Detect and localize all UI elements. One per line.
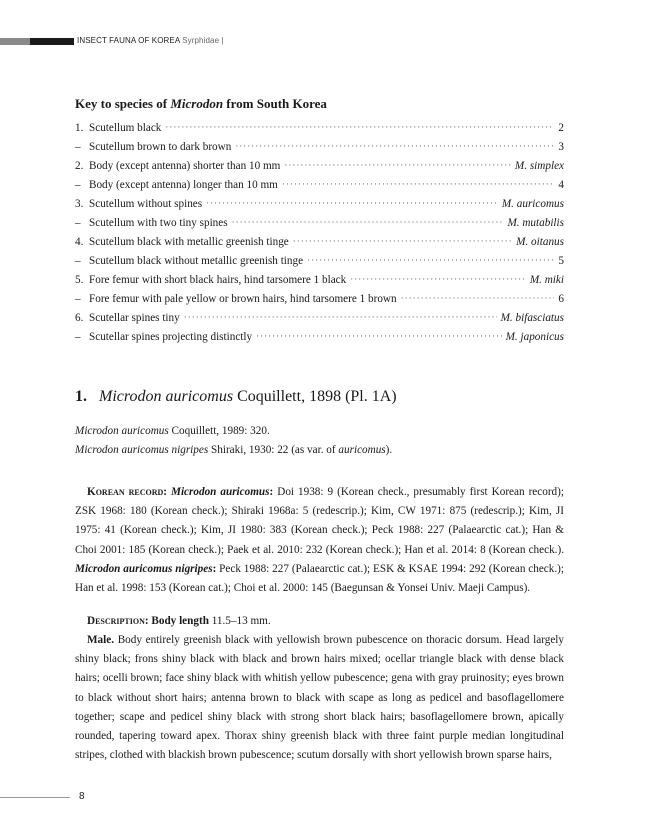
key-row: [75, 217, 564, 236]
key-result: 5: [558, 255, 564, 267]
key-row: [75, 141, 564, 160]
key-couplet-number: –: [75, 293, 81, 305]
dot-leader: [232, 217, 504, 227]
dot-leader: [165, 122, 554, 132]
key-couplet-number: 6.: [75, 312, 84, 324]
header-bar-gray: [0, 38, 30, 45]
key-couplet-number: 2.: [75, 160, 84, 172]
key-couplet-number: 5.: [75, 274, 84, 286]
footer-rule: [0, 797, 70, 798]
dot-leader: [235, 141, 554, 151]
key-result: M. bifasciatus: [500, 312, 564, 324]
synonym-line: Microdon auricomus Coquillett, 1989: 320.: [75, 425, 270, 437]
key-result: M. miki: [529, 274, 564, 286]
key-couplet-text: Scutellum black without metallic greenish tinge: [89, 255, 304, 267]
key-row: [75, 160, 564, 179]
key-couplet-number: –: [75, 217, 81, 229]
key-couplet-text: Scutellum black: [89, 122, 162, 134]
key-result: M. japonicus: [505, 331, 564, 343]
key-couplet-text: Scutellum brown to dark brown: [89, 141, 232, 153]
dot-leader: [256, 331, 501, 341]
key-couplet-number: –: [75, 331, 81, 343]
running-header: [77, 36, 224, 45]
description-heading: Description: Body length 11.5–13 mm.: [87, 615, 271, 627]
key-row: [75, 255, 564, 274]
key-couplet-text: Scutellar spines tiny: [89, 312, 180, 324]
header-series: INSECT FAUNA OF KOREA: [77, 36, 180, 45]
key-couplet-text: Fore femur with short black hairs, hind tarsomere 1 black: [89, 274, 347, 286]
key-result: M. simplex: [514, 160, 564, 172]
key-result: 6: [558, 293, 564, 305]
key-row: [75, 331, 564, 350]
key-title: Key to species of Microdon from South Korea: [75, 96, 327, 111]
key-couplet-number: 4.: [75, 236, 84, 248]
key-row: [75, 312, 564, 331]
key-row: [75, 198, 564, 217]
page-number: 8: [79, 791, 85, 802]
header-family: Syrphidae: [182, 36, 220, 45]
key-couplet-text: Scutellum without spines: [89, 198, 203, 210]
key-couplet-text: Body (except antenna) longer than 10 mm: [89, 179, 278, 191]
header-bar-black: [30, 38, 74, 45]
key-result: M. mutabilis: [507, 217, 564, 229]
korean-record-paragraph: Korean record: Microdon auricomus: Doi 1938: 9 (Korean check., presumably first Korean record); ZSK 1968: 180 (Korean check.); Shiraki 1968a: 5 (redescrip.); Kim, CW 1971: 875 (redescrip.); Kim, JI 1975: 41 (Korean check.); Kim, JI 1980: 383 (Korean check.); Peck 1988: 227 (Palaearctic cat.); Han & Choi 2001: 185 (Korean check.); Paek et al. 2010: 232 (Korean check.); Han et al. 2014: 8 (Korean check.). Microdon auricomus nigripes: Peck 1988: 227 (Palaearctic cat.); ESK & KSAE 1994: 292 (Korean check.); Han et al. 1998: 153 (Korean cat.); Choi et al. 2000: 145 (Baegunsan & Yonsei Univ. Maeji Campus).: [75, 486, 565, 595]
key-result: M. oitanus: [516, 236, 564, 248]
key-result: 3: [558, 141, 564, 153]
header-mark: |: [221, 36, 224, 45]
key-couplet-text: Scutellar spines projecting distinctly: [89, 331, 253, 343]
key-result: M. auricomus: [501, 198, 564, 210]
dot-leader: [282, 179, 555, 189]
species-heading: 1. Microdon auricomus Coquillett, 1898 (Pl. 1A): [75, 388, 397, 405]
key-couplet-text: Body (except antenna) shorter than 10 mm: [89, 160, 281, 172]
key-couplet-number: 1.: [75, 122, 84, 134]
key-couplet-number: –: [75, 255, 81, 267]
key-row: [75, 236, 564, 255]
dot-leader: [184, 312, 497, 322]
key-row: [75, 179, 564, 198]
identification-key: [75, 122, 564, 350]
key-row: [75, 122, 564, 141]
key-couplet-text: Scutellum black with metallic greenish tinge: [89, 236, 289, 248]
dot-leader: [284, 160, 511, 170]
dot-leader: [401, 293, 555, 303]
dot-leader: [293, 236, 512, 246]
dot-leader: [206, 198, 498, 208]
synonym-line: Microdon auricomus nigripes Shiraki, 1930: 22 (as var. of auricomus).: [75, 444, 393, 456]
key-couplet-number: 3.: [75, 198, 84, 210]
key-couplet-text: Fore femur with pale yellow or brown hairs, hind tarsomere 1 brown: [89, 293, 397, 305]
key-row: [75, 293, 564, 312]
dot-leader: [350, 274, 526, 284]
key-row: [75, 274, 564, 293]
key-result: 2: [558, 122, 564, 134]
key-result: 4: [558, 179, 564, 191]
key-couplet-text: Scutellum with two tiny spines: [89, 217, 228, 229]
male-description-paragraph: Male. Body entirely greenish black with yellowish brown pubescence on thoracic dorsum. Head largely shiny black; frons shiny black with black and brown hairs mixed; ocellar triangle black with dense black hairs; ocelli brown; face shiny black with whitish yellow pubescence; gena with gray pruinosity; eyes brown to black without short hairs; antenna brown to black with scape as long as pedicel and basoflagellomere together; scape and pedicel shiny black with strong short black hairs; basoflagellomere brown, apically rounded, tapering toward apex. Thorax shiny greenish black with three faint purple median longitudinal stripes, clothed with blackish brown pubescence; scutum dorsally with short yellowish brown sparse hairs,: [75, 634, 564, 762]
key-couplet-number: –: [75, 179, 81, 191]
dot-leader: [307, 255, 554, 265]
key-couplet-number: –: [75, 141, 81, 153]
